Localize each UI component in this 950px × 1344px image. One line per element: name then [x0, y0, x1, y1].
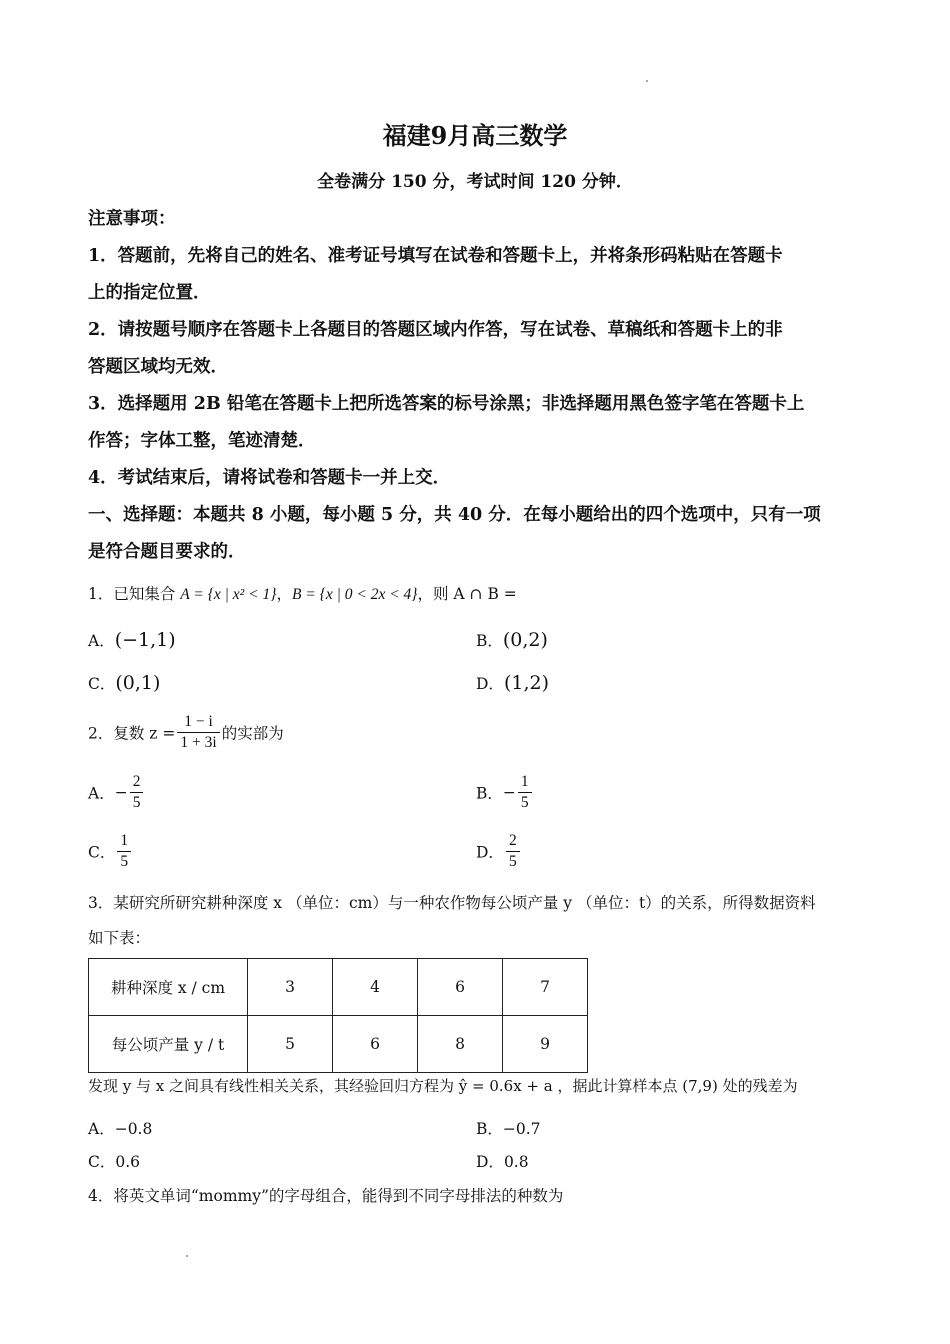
fraction — [130, 772, 144, 813]
table-cell: 6 — [418, 959, 503, 1016]
fraction-denominator: 5 — [120, 853, 129, 870]
fraction-numerator: 1 — [518, 772, 532, 793]
q1-option-c[interactable] — [88, 672, 160, 694]
table-cell: 6 — [333, 1016, 418, 1073]
q1-option-b[interactable] — [476, 629, 548, 651]
section-heading-line-2: 是符合题目要求的． — [88, 542, 246, 562]
stray-dot — [186, 1255, 188, 1257]
fraction — [177, 712, 219, 753]
question-3-line-2: 如下表： — [88, 929, 151, 947]
table-cell: 4 — [333, 959, 418, 1016]
option-label: D． — [476, 675, 504, 693]
option-label: D． — [476, 1153, 504, 1171]
option-label: B． — [476, 784, 503, 803]
stray-dot — [646, 80, 648, 82]
option-value: (1,2) — [503, 672, 549, 694]
notice-item-4: 4．考试结束后，请将试卷和答题卡一并上交． — [88, 468, 451, 488]
set-b: B = {x | 0 < 2x < 4} — [291, 586, 418, 603]
fraction-denominator: 5 — [520, 794, 529, 811]
q2-option-b[interactable] — [476, 772, 534, 813]
table-cell: 7 — [503, 959, 588, 1016]
option-value: −0.8 — [114, 1120, 153, 1138]
option-sign: − — [502, 783, 516, 802]
fraction — [518, 772, 532, 813]
option-sign: − — [114, 783, 128, 802]
option-label: B． — [476, 1120, 503, 1138]
question-2-prefix: 2．复数 z = — [88, 724, 176, 743]
option-label: C． — [88, 1153, 116, 1171]
fraction-numerator: 1 − i — [177, 712, 219, 733]
fraction-numerator: 1 — [117, 831, 131, 852]
option-label: C． — [88, 675, 116, 693]
question-1 — [88, 582, 517, 604]
option-value: 0.8 — [503, 1153, 529, 1171]
q1-option-d[interactable] — [476, 672, 549, 694]
fraction-numerator: 2 — [130, 772, 144, 793]
q3-option-a[interactable] — [88, 1117, 152, 1139]
table-row — [89, 1016, 588, 1073]
data-table — [88, 958, 588, 1073]
table-cell: 9 — [503, 1016, 588, 1073]
option-label: D． — [476, 843, 504, 862]
option-value: 0.6 — [115, 1153, 141, 1171]
question-2 — [88, 712, 284, 753]
page-title: 福建9月高三数学 — [382, 121, 568, 150]
table-cell: 8 — [418, 1016, 503, 1073]
fraction-denominator: 5 — [132, 794, 141, 811]
notice-item-2-line-2: 答题区域均无效． — [88, 357, 228, 377]
option-value: −0.7 — [502, 1120, 541, 1138]
q1-option-a[interactable] — [88, 629, 176, 651]
q2-option-d[interactable] — [476, 831, 522, 872]
q3-option-b[interactable] — [476, 1117, 541, 1139]
section-heading-line-1: 一、选择题：本题共 8 小题，每小题 5 分，共 40 分．在每小题给出的四个选项中，只有一项 — [88, 505, 821, 525]
table-cell: 3 — [248, 959, 333, 1016]
table-row-header: 每公顷产量 y / t — [89, 1016, 248, 1073]
question-3-line-1: 3．某研究所研究耕种深度 x （单位：cm）与一种农作物每公顷产量 y （单位：t）的关系，所得数据资料 — [88, 894, 816, 912]
fraction — [506, 831, 520, 872]
option-label: A． — [88, 784, 115, 803]
notice-item-3-line-1: 3．选择题用 2B 铅笔在答题卡上把所选答案的标号涂黑；非选择题用黑色签字笔在答题卡上 — [88, 394, 805, 414]
fraction-numerator: 2 — [506, 831, 520, 852]
option-value: (−1,1) — [114, 629, 176, 651]
page-subtitle: 全卷满分 150 分，考试时间 120 分钟． — [317, 172, 633, 192]
question-3-line-3: 发现 y 与 x 之间具有线性相关关系，其经验回归方程为 ŷ = 0.6x + a ，据此计算样本点 (7,9) 处的残差为 — [88, 1077, 798, 1095]
question-1-prefix: 1．已知集合 — [88, 585, 181, 603]
option-label: A． — [88, 1120, 115, 1138]
q2-option-a[interactable] — [88, 772, 145, 813]
q3-option-d[interactable] — [476, 1150, 529, 1172]
set-a: A = {x | x² < 1} — [180, 586, 277, 603]
question-2-suffix: 的实部为 — [221, 724, 284, 743]
fraction-denominator: 1 + 3i — [180, 734, 217, 751]
table-row-header: 耕种深度 x / cm — [89, 959, 248, 1016]
table-cell: 5 — [248, 1016, 333, 1073]
notice-item-3-line-2: 作答；字体工整，笔迹清楚． — [88, 431, 316, 451]
option-value: (0,1) — [115, 672, 161, 694]
q3-option-c[interactable] — [88, 1150, 140, 1172]
fraction-denominator: 5 — [508, 853, 517, 870]
option-label: C． — [88, 843, 116, 862]
option-label: A． — [88, 632, 115, 650]
option-label: B． — [476, 632, 503, 650]
q2-option-c[interactable] — [88, 831, 133, 872]
table-row — [89, 959, 588, 1016]
question-1-suffix: ，则 A ∩ B = — [417, 585, 517, 603]
option-value: (0,2) — [502, 629, 548, 651]
fraction — [117, 831, 131, 872]
notice-heading: 注意事项： — [88, 209, 176, 229]
question-4: 4．将英文单词“mommy”的字母组合，能得到不同字母排法的种数为 — [88, 1187, 564, 1205]
question-1-comma: ， — [276, 585, 292, 603]
notice-item-2-line-1: 2．请按题号顺序在答题卡上各题目的答题区域内作答，写在试卷、草稿纸和答题卡上的非 — [88, 320, 783, 340]
notice-item-1-line-2: 上的指定位置． — [88, 283, 211, 303]
notice-item-1-line-1: 1．答题前，先将自己的姓名、准考证号填写在试卷和答题卡上，并将条形码粘贴在答题卡 — [88, 246, 783, 266]
